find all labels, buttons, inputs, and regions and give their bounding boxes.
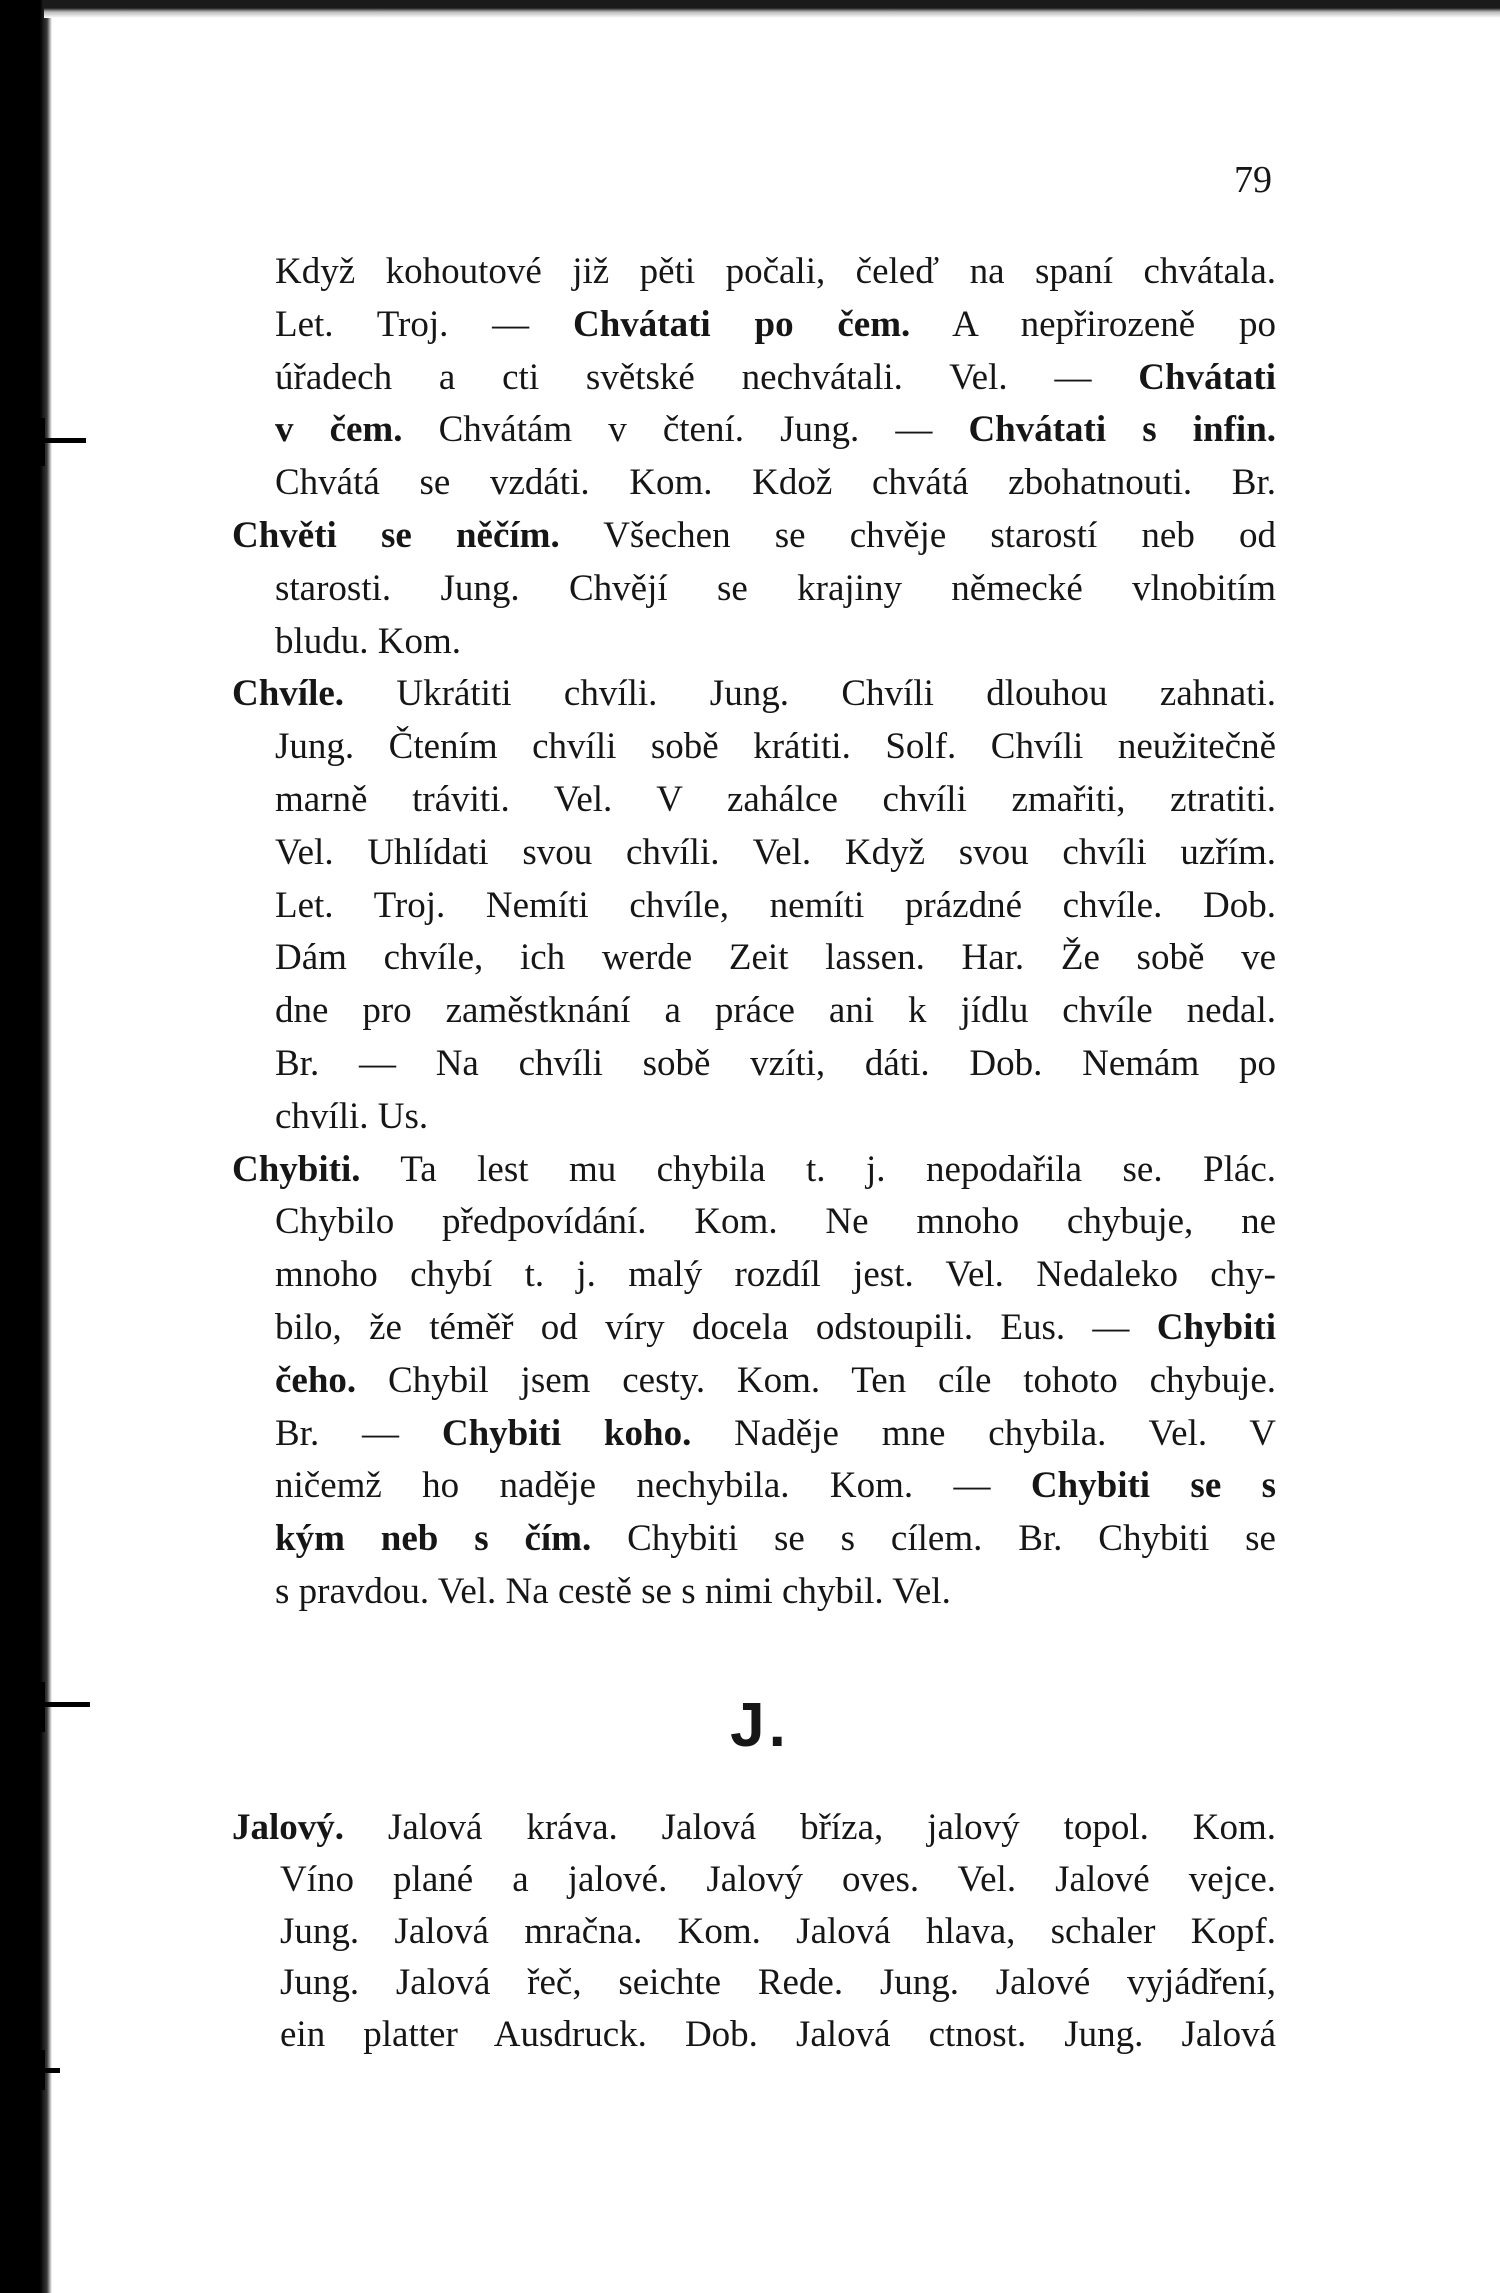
headword: Chvátati s infin. (968, 409, 1276, 451)
headword: Chvátati (1138, 356, 1276, 398)
binding-mark (40, 2050, 45, 2090)
text-run: marně tráviti. Vel. V zahálce chvíli zmařiti, ztratiti. (275, 778, 1276, 820)
binding-mark (24, 1702, 90, 1707)
text-run: ničemž ho naděje nechybila. Kom. — (275, 1465, 1031, 1507)
text-line (232, 1802, 1276, 1854)
text-run: Jung. Jalová mračna. Kom. Jalová hlava, schaler Kopf. (280, 1910, 1276, 1952)
text-run: Dám chvíle, ich werde Zeit lassen. Har. Že sobě ve (275, 937, 1276, 979)
dictionary-text-block (232, 246, 1276, 1619)
text-run: Když kohoutové již pěti počali, čeleď na spaní chvátala. (275, 251, 1276, 292)
dictionary-text-block-j (232, 1802, 1276, 2061)
text-run: Let. Troj. Nemíti chvíle, nemíti prázdné chvíle. Dob. (275, 884, 1276, 926)
text-run: Chybiti se s cílem. Br. Chybiti se (591, 1518, 1276, 1560)
headword: čeho. (275, 1359, 357, 1401)
text-run: chvíli. Us. (275, 1095, 429, 1137)
text-line (232, 880, 1276, 933)
headword: kým neb s čím. (275, 1518, 592, 1560)
text-run: Chvátá se vzdáti. Kom. Kdož chvátá zbohatnouti. Br. (275, 462, 1276, 504)
binding-mark (24, 438, 86, 443)
headword: v čem. (275, 409, 403, 451)
text-line (232, 1957, 1276, 2009)
text-run: bludu. Kom. (275, 620, 462, 662)
text-line (232, 510, 1276, 563)
text-line (232, 563, 1276, 616)
text-run: Chybilo předpovídání. Kom. Ne mnoho chybuje, ne (275, 1201, 1276, 1243)
headword: Chybiti. (232, 1148, 361, 1190)
text-line (232, 985, 1276, 1038)
section-heading: J. (730, 1691, 790, 1760)
headword: Chvátati po čem. (572, 303, 911, 345)
text-line (232, 352, 1276, 405)
text-run: Jalová kráva. Jalová bříza, jalový topol. Kom. (344, 1807, 1276, 1848)
text-run: Jung. Jalová řeč, seichte Rede. Jung. Jalové vyjádření, (280, 1962, 1276, 2004)
text-run: Ukrátiti chvíli. Jung. Chvíli dlouhou zahnati. (344, 673, 1276, 715)
text-line (232, 1854, 1276, 1906)
page-top-edge (44, 0, 1500, 18)
text-run: dne pro zaměstknání a práce ani k jídlu chvíle nedal. (275, 990, 1276, 1032)
text-line (232, 1408, 1276, 1461)
text-run: ein platter Ausdruck. Dob. Jalová ctnost. Jung. Jalová (280, 2014, 1276, 2056)
text-line (232, 932, 1276, 985)
binding-mark (40, 1682, 45, 1732)
text-line (232, 1196, 1276, 1249)
book-spine-edge (0, 0, 52, 2293)
text-line (232, 1249, 1276, 1302)
text-line (232, 1513, 1276, 1566)
text-run: Ta lest mu chybila t. j. nepodařila se. Plác. (360, 1148, 1276, 1190)
text-run: starosti. Jung. Chvějí se krajiny německé vlnobitím (275, 567, 1276, 609)
headword: Jalový. (232, 1807, 345, 1848)
text-run: Br. — Na chvíli sobě vzíti, dáti. Dob. Nemám po (275, 1042, 1276, 1084)
headword: Chvěti se něčím. (232, 514, 560, 556)
text-line (232, 246, 1276, 299)
text-run: Jung. Čtením chvíli sobě krátiti. Solf. Chvíli neužitečně (275, 726, 1276, 768)
text-run: Br. — (275, 1412, 442, 1454)
text-line (232, 1460, 1276, 1513)
text-run: Vel. Uhlídati svou chvíli. Vel. Když svou chvíli uzřím. (275, 831, 1276, 873)
headword: Chybiti (1156, 1306, 1276, 1348)
text-line (232, 1566, 1276, 1619)
text-line (232, 827, 1276, 880)
text-run: Naděje mne chybila. Vel. V (691, 1412, 1276, 1454)
text-line (232, 457, 1276, 510)
text-run: bilo, že téměř od víry docela odstoupili. Eus. — (275, 1306, 1157, 1348)
text-run: Všechen se chvěje starostí neb od (559, 514, 1276, 556)
text-run: Chybil jsem cesty. Kom. Ten cíle tohoto chybuje. (356, 1359, 1276, 1401)
text-line (232, 1906, 1276, 1958)
text-run: Víno plané a jalové. Jalový oves. Vel. Jalové vejce. (280, 1858, 1276, 1900)
text-line (232, 1355, 1276, 1408)
text-run: Chvátám v čtení. Jung. — (402, 409, 969, 451)
binding-mark (40, 418, 45, 466)
text-run: mnoho chybí t. j. malý rozdíl jest. Vel. Nedaleko chy- (275, 1254, 1276, 1296)
headword: Chybiti se s (1030, 1465, 1276, 1507)
headword: Chybiti koho. (441, 1412, 692, 1454)
text-line (232, 721, 1276, 774)
text-line (232, 1091, 1276, 1144)
text-line (232, 774, 1276, 827)
text-run: s pravdou. Vel. Na cestě se s nimi chybil. Vel. (275, 1570, 951, 1612)
page-number: 79 (1234, 159, 1272, 201)
text-run: úřadech a cti světské nechvátali. Vel. — (275, 356, 1139, 398)
text-line (232, 1038, 1276, 1091)
text-line (232, 1144, 1276, 1197)
text-line (232, 1302, 1276, 1355)
text-line (232, 299, 1276, 352)
text-line (232, 668, 1276, 721)
headword: Chvíle. (232, 673, 345, 715)
text-run: Let. Troj. — (275, 303, 573, 345)
text-line (232, 404, 1276, 457)
text-run: A nepřirozeně po (910, 303, 1276, 345)
text-line (232, 616, 1276, 669)
text-line (232, 2009, 1276, 2061)
